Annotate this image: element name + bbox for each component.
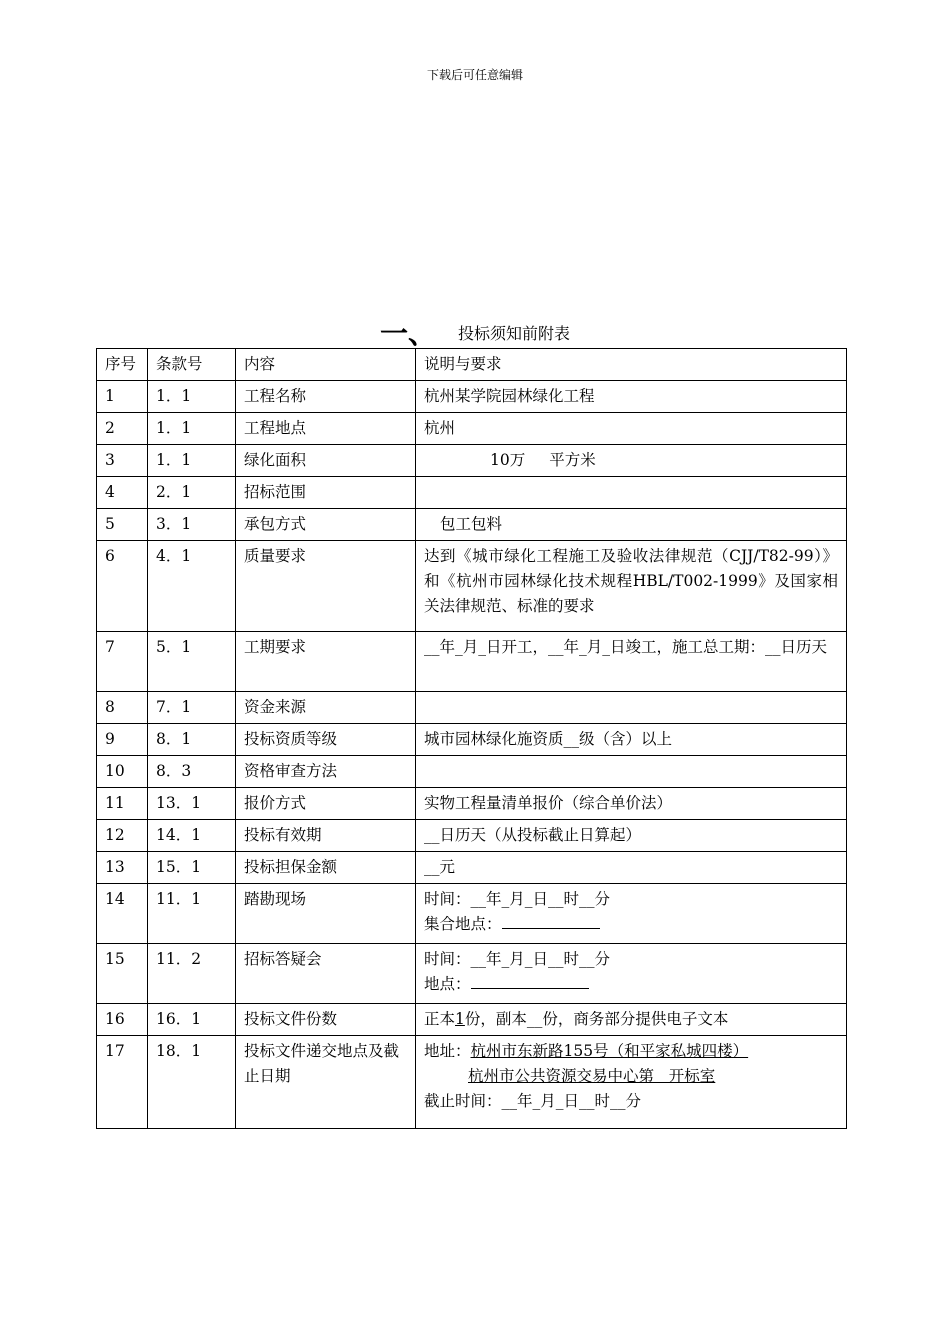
qa-meeting-place-label: 地点： (424, 975, 471, 993)
header-item: 内容 (236, 349, 416, 381)
row-item: 踏勘现场 (236, 884, 416, 944)
address-label: 地址： (424, 1042, 471, 1060)
qa-meeting-place (424, 972, 838, 997)
row-desc (416, 756, 847, 788)
row-clause: 16．1 (148, 1004, 236, 1036)
row-no: 3 (97, 445, 148, 477)
row-no: 8 (97, 692, 148, 724)
row-clause: 1．1 (148, 381, 236, 413)
row-desc (416, 445, 847, 477)
row-item: 工程地点 (236, 413, 416, 445)
table-row (97, 820, 847, 852)
row-item: 投标有效期 (236, 820, 416, 852)
table-row (97, 788, 847, 820)
copies-pre: 正本 (424, 1010, 456, 1028)
row-no: 7 (97, 632, 148, 692)
fill-in-blank (471, 972, 589, 989)
table-row (97, 852, 847, 884)
row-item: 报价方式 (236, 788, 416, 820)
table-row (97, 541, 847, 632)
row-no: 15 (97, 944, 148, 1004)
row-desc: 实物工程量清单报价（综合单价法） (416, 788, 847, 820)
row-item: 质量要求 (236, 541, 416, 632)
row-item: 工期要求 (236, 632, 416, 692)
bid-instructions-table (96, 348, 847, 1129)
header-note: 下载后可任意编辑 (426, 68, 523, 82)
row-desc (416, 1036, 847, 1129)
row-desc: 城市园林绿化施资质__级（含）以上 (416, 724, 847, 756)
row-clause: 1．1 (148, 445, 236, 477)
row-item: 绿化面积 (236, 445, 416, 477)
table-row (97, 724, 847, 756)
row-clause: 8．1 (148, 724, 236, 756)
row-clause: 15．1 (148, 852, 236, 884)
table-row (97, 477, 847, 509)
row-no: 1 (97, 381, 148, 413)
table-row (97, 756, 847, 788)
table-row (97, 381, 847, 413)
section-title-text: 投标须知前附表 (458, 323, 571, 343)
row-clause: 7．1 (148, 692, 236, 724)
table-header-row (97, 349, 847, 381)
table-row (97, 884, 847, 944)
row-no: 14 (97, 884, 148, 944)
row-no: 11 (97, 788, 148, 820)
row-no: 12 (97, 820, 148, 852)
table-row (97, 692, 847, 724)
row-clause: 4．1 (148, 541, 236, 632)
row-item: 投标文件递交地点及截止日期 (236, 1036, 416, 1129)
row-no: 9 (97, 724, 148, 756)
row-no: 6 (97, 541, 148, 632)
qa-meeting-time: 时间：__年_月_日__时__分 (424, 950, 611, 968)
row-clause: 3．1 (148, 509, 236, 541)
row-desc (416, 944, 847, 1004)
row-no: 17 (97, 1036, 148, 1129)
row-clause: 8．3 (148, 756, 236, 788)
copies-post: 份，副本__份，商务部分提供电子文本 (464, 1010, 729, 1028)
row-no: 2 (97, 413, 148, 445)
original-copies: 1 (455, 1010, 465, 1028)
contract-mode: 包工包料 (440, 515, 503, 533)
address-line-1: 杭州市东新路155号（和平家私城四楼） (470, 1042, 749, 1060)
row-clause: 13．1 (148, 788, 236, 820)
row-item: 资金来源 (236, 692, 416, 724)
row-desc (416, 509, 847, 541)
row-clause: 5．1 (148, 632, 236, 692)
row-item: 投标担保金额 (236, 852, 416, 884)
row-clause: 11．2 (148, 944, 236, 1004)
submission-address (424, 1039, 838, 1064)
table-row (97, 1004, 847, 1036)
row-no: 13 (97, 852, 148, 884)
row-clause: 1．1 (148, 413, 236, 445)
submission-deadline: 截止时间：__年_月_日__时__分 (424, 1092, 642, 1110)
row-desc: 达到《城市绿化工程施工及验收法律规范（CJJ/T82-99）》和《杭州市园林绿化技术规程HBL/T002-1999》及国家相关法律规范、标准的要求 (416, 541, 847, 632)
section-number: 一、 (379, 317, 436, 350)
row-item: 承包方式 (236, 509, 416, 541)
row-clause: 2．1 (148, 477, 236, 509)
row-desc: __日历天（从投标截止日算起） (416, 820, 847, 852)
row-item: 招标答疑会 (236, 944, 416, 1004)
fill-in-blank (502, 912, 600, 929)
table-row (97, 445, 847, 477)
row-clause: 14．1 (148, 820, 236, 852)
table-row (97, 632, 847, 692)
section-title (0, 312, 950, 352)
row-no: 10 (97, 756, 148, 788)
row-item: 资格审查方法 (236, 756, 416, 788)
row-item: 工程名称 (236, 381, 416, 413)
row-item: 投标文件份数 (236, 1004, 416, 1036)
row-desc (416, 1004, 847, 1036)
table-row (97, 1036, 847, 1129)
table-row (97, 413, 847, 445)
area-value: 10万 (490, 451, 526, 469)
row-clause: 18．1 (148, 1036, 236, 1129)
row-clause: 11．1 (148, 884, 236, 944)
row-desc: __年_月_日开工，__年_月_日竣工，施工总工期：__日历天 (416, 632, 847, 692)
row-item: 投标资质等级 (236, 724, 416, 756)
area-unit: 平方米 (549, 451, 596, 469)
row-no: 16 (97, 1004, 148, 1036)
row-item: 招标范围 (236, 477, 416, 509)
row-desc: 杭州某学院园林绿化工程 (416, 381, 847, 413)
submission-address-2 (424, 1064, 838, 1089)
row-desc: 杭州 (416, 413, 847, 445)
header-no: 序号 (97, 349, 148, 381)
header-clause: 条款号 (148, 349, 236, 381)
row-no: 5 (97, 509, 148, 541)
row-desc: __元 (416, 852, 847, 884)
header-desc: 说明与要求 (416, 349, 847, 381)
site-visit-place (424, 912, 838, 937)
address-line-2: 杭州市公共资源交易中心第 开标室 (468, 1067, 716, 1085)
row-desc (416, 477, 847, 509)
row-desc (416, 692, 847, 724)
row-desc (416, 884, 847, 944)
site-visit-place-label: 集合地点： (424, 915, 502, 933)
table-row (97, 944, 847, 1004)
site-visit-time: 时间：__年_月_日__时__分 (424, 890, 611, 908)
row-no: 4 (97, 477, 148, 509)
table-row (97, 509, 847, 541)
